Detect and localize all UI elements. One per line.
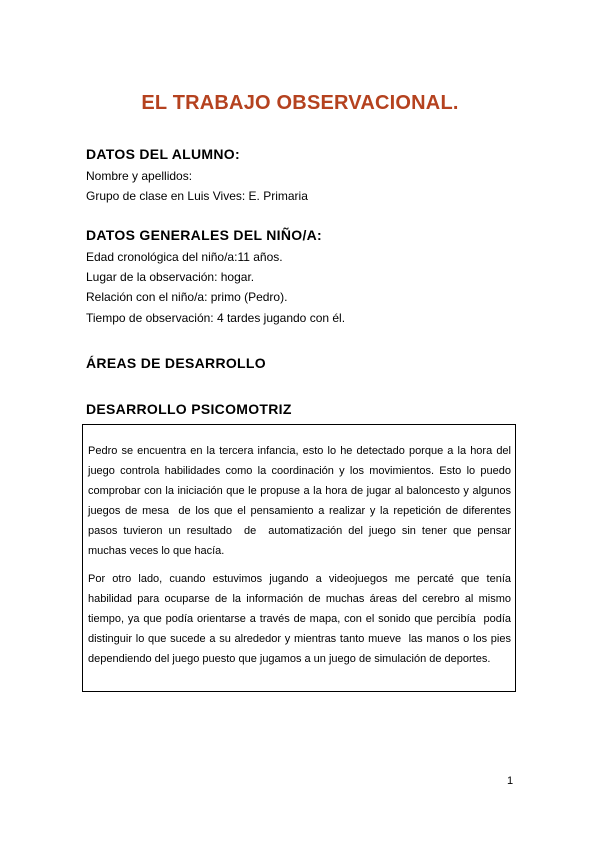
section-heading-psicomotriz: DESARROLLO PSICOMOTRIZ: [86, 401, 292, 417]
section-heading-areas: ÁREAS DE DESARROLLO: [86, 355, 266, 371]
observation-paragraph-1: Pedro se encuentra en la tercera infancia, esto lo he detectado porque a la hora del juego controla habilidades como la coordinación y los movimientos. Esto lo puedo comprobar con la iniciación que le propuse a la hora de jugar al baloncesto y algunos juegos de mesa de los que el pensamiento a realizar y la repetición de diferentes pasos tuvieron un resultado de automatización del juego sin tener que pensar muchas veces lo que hacía.: [88, 445, 515, 557]
field-nombre: Nombre y apellidos:: [86, 169, 193, 183]
observation-text-box: [82, 424, 516, 692]
section-heading-alumno: DATOS DEL ALUMNO:: [86, 146, 240, 162]
observation-paragraph-2: Por otro lado, cuando estuvimos jugando a videojuegos me percaté que tenía habilidad para ocuparse de la información de muchas áreas del cerebro al mismo tiempo, ya que podía orientarse a través de mapa, con el sonido que percibía podía distinguir lo que sucede a su alrededor y mientras tanto mueve las manos o los pies dependiendo del juego puesto que jugamos a un juego de simulación de deportes.: [88, 573, 515, 665]
field-lugar: Lugar de la observación: hogar.: [86, 270, 255, 284]
page-number: 1: [507, 775, 514, 787]
field-edad: Edad cronológica del niño/a:11 años.: [86, 250, 283, 264]
field-relacion: Relación con el niño/a: primo (Pedro).: [86, 290, 288, 304]
field-tiempo: Tiempo de observación: 4 tardes jugando con él.: [86, 311, 346, 325]
section-heading-nino: DATOS GENERALES DEL NIÑO/A:: [86, 227, 323, 243]
page-title: EL TRABAJO OBSERVACIONAL.: [141, 92, 459, 114]
field-grupo: Grupo de clase en Luis Vives: E. Primaria: [86, 189, 308, 203]
